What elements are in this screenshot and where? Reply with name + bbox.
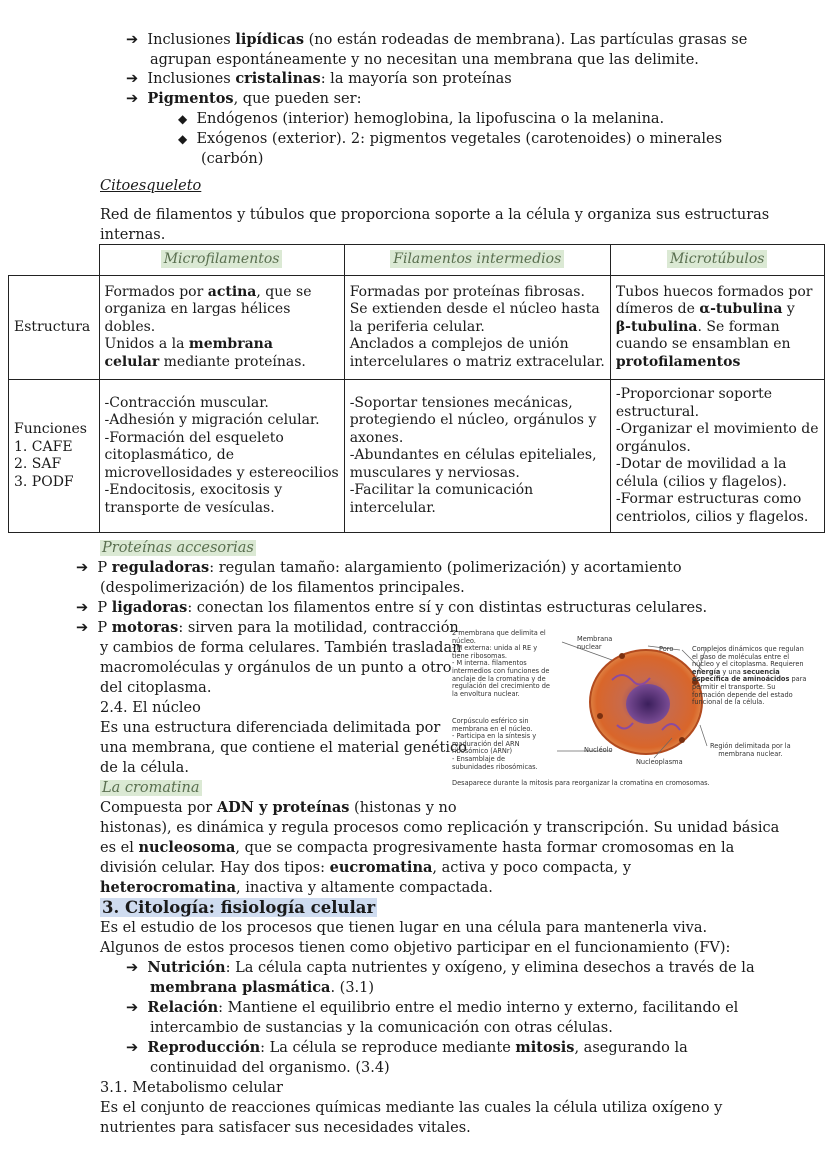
table-header: Filamentos intermedios [344,245,610,276]
arrow-icon: ➔ [126,71,139,87]
table-cell: Tubos huecos formados por dímeros de α-tubulina y β-tubulina. Se forman cuando se ensamblan en protofilamentos [610,276,824,380]
list-item-cont: (despolimerización) de los filamentos principales. [100,580,465,596]
nucleoplasm-label: Nucleoplasma [636,758,683,766]
section-heading: 3. Citología: fisiología celular [102,898,376,917]
membrane-label: Membrana nuclear [577,635,613,651]
paragraph: Algunos de estos procesos tienen como objetivo participar en el funcionamiento (FV): [100,940,731,956]
arrow-icon: ➔ [126,32,139,48]
paragraph: Red de filamentos y túbulos que proporciona soporte a la célula y organiza sus estructuras [100,207,770,223]
cytoskeleton-table [8,244,825,533]
arrow-icon: ➔ [126,960,139,976]
list-item-cont: membrana plasmática. (3.1) [150,979,375,996]
table-header-row [9,245,825,276]
arrow-icon: ➔ [76,620,89,636]
row-label: Funciones 1. CAFE 2. SAF 3. PODF [9,380,100,533]
arrow-icon: ➔ [126,1040,139,1056]
table-header: Microfilamentos [99,245,344,276]
list-item-cont: y cambios de forma celulares. También trasladan [100,640,462,656]
diamond-bullet-icon: ◆ [178,112,188,126]
table-row [9,276,825,380]
section-title: Citoesqueleto [100,178,202,194]
list-item-cont: intercambio de sustancias y la comunicación con otras células. [150,1020,613,1036]
nucleus-diagram [452,620,826,790]
arrow-icon: ➔ [126,91,139,107]
sub-list-item: ◆ Endógenos (interior) hemoglobina, la lipofuscina o la melanina. [178,111,665,127]
paragraph: división celular. Hay dos tipos: eucromatina, activa y poco compacta, y [100,859,632,876]
row-label: Estructura [9,276,100,380]
sub-list-item: ◆ Exógenos (exterior). 2: pigmentos vegetales (carotenoides) o minerales [178,131,723,147]
list-item: ➔ P ligadoras: conectan los filamentos entre sí y con distintas estructuras celulares. [76,599,708,616]
list-item: ➔ P reguladoras: regulan tamaño: alargamiento (polimerización) y acortamiento [76,559,682,576]
paragraph: Es el estudio de los procesos que tienen lugar en una célula para mantenerla viva. [100,920,708,936]
table-row [9,380,825,533]
paragraph: una membrana, que contiene el material genético [100,740,467,756]
list-item: ➔ Relación: Mantiene el equilibrio entre el medio interno y externo, facilitando el [126,999,739,1016]
list-item-cont: continuidad del organismo. (3.4) [150,1060,390,1076]
nucleolus-caption: Corpúsculo esférico sin membrana en el núcleo. - Participa en la síntesis y maduración del ARN ribosómico (ARNr) - Ensamblaje de subunidades ribosómicas. [452,717,538,771]
list-item: ➔ Inclusiones cristalinas: la mayoría son proteínas [126,70,512,87]
list-item: ➔ P motoras: sirven para la motilidad, contracción [76,619,459,636]
list-item-cont: agrupan espontáneamente y no necesitan una membrana que las delimite. [150,52,699,68]
arrow-icon: ➔ [76,600,89,616]
nucleolus-shape [626,684,670,724]
sub-list-item-cont: (carbón) [201,151,264,167]
section-title: Proteínas accesorias [102,540,254,556]
paragraph: Es una estructura diferenciada delimitada por [100,720,441,736]
table-cell: Formados por actina, que se organiza en largas hélices dobles. Unidos a la membrana celular mediante proteínas. [99,276,344,380]
list-item: ➔ Inclusiones lipídicas (no están rodeadas de membrana). Las partículas grasas se [126,31,748,48]
paragraph: nutrientes para satisfacer sus necesidades vitales. [100,1120,471,1136]
pore-caption: Complejos dinámicos que regulan el paso de moléculas entre el núcleo y el citoplasma. Requieren energía y una secuencia específica de aminoácidos para permitir el transporte. Su formación depende del estado funcional de la célula. [692,645,807,707]
membrane-caption: 2 membrana que delimita el núcleo. - M externa: unida al RE y tiene ribosomas. - M interna. filamentos intermedios con funciones de anclaje de la cromatina y de regulación del crecimiento de la envoltura nuclear. [452,629,550,698]
table-cell: Formadas por proteínas fibrosas. Se extienden desde el núcleo hasta la periferia celular. Anclados a complejos de unión intercelulares o matriz extracelular. [344,276,610,380]
table-cell: -Soportar tensiones mecánicas, protegiendo el núcleo, orgánulos y axones. -Abundantes en células epiteliales, musculares y nerviosas. -Facilitar la comunicación intercelular. [344,380,610,533]
list-item: ➔ Pigmentos, que pueden ser: [126,90,362,107]
list-item: ➔ Reproducción: La célula se reproduce mediante mitosis, asegurando la [126,1039,688,1056]
paragraph: Es el conjunto de reacciones químicas mediante las cuales la célula utiliza oxígeno y [100,1100,723,1116]
section-title: 2.4. El núcleo [100,700,201,716]
arrow-icon: ➔ [126,1000,139,1016]
paragraph: Compuesta por ADN y proteínas (histonas y no [100,799,457,816]
section-title: La cromatina [102,780,200,796]
list-item: ➔ Nutrición: La célula capta nutrientes y oxígeno, y elimina desechos a través de la [126,959,755,976]
paragraph: es el nucleosoma, que se compacta progresivamente hasta formar cromosomas en la [100,839,735,856]
paragraph: de la célula. [100,760,189,776]
bottom-caption: Desaparece durante la mitosis para reorganizar la cromatina en cromosomas. [452,779,710,787]
arrow-icon: ➔ [76,560,89,576]
table-cell: -Contracción muscular. -Adhesión y migración celular. -Formación del esqueleto citoplasmático, de microvellosidades y estereocilios -Endocitosis, exocitosis y transporte de vesículas. [99,380,344,533]
paragraph: heterocromatina, inactiva y altamente compactada. [100,879,493,896]
list-item-cont: macromoléculas y orgánulos de un punto a otro [100,660,452,676]
list-item-cont: del citoplasma. [100,680,212,696]
table-header: Microtúbulos [610,245,824,276]
table-cell: -Proporcionar soporte estructural. -Organizar el movimiento de orgánulos. -Dotar de movilidad a la célula (cilios y flagelos). -Formar estructuras como centriolos, cilios y flagelos. [610,380,824,533]
diamond-bullet-icon: ◆ [178,132,188,146]
pore-label: Poro [659,645,674,653]
paragraph: histonas), es dinámica y regula procesos como replicación y transcripción. Su unidad básica [100,820,780,836]
region-caption: Región delimitada por la membrana nuclear. [710,742,791,758]
paragraph: internas. [100,227,166,243]
section-title: 3.1. Metabolismo celular [100,1080,283,1096]
nucleolus-label: Nucléolo [584,746,613,754]
